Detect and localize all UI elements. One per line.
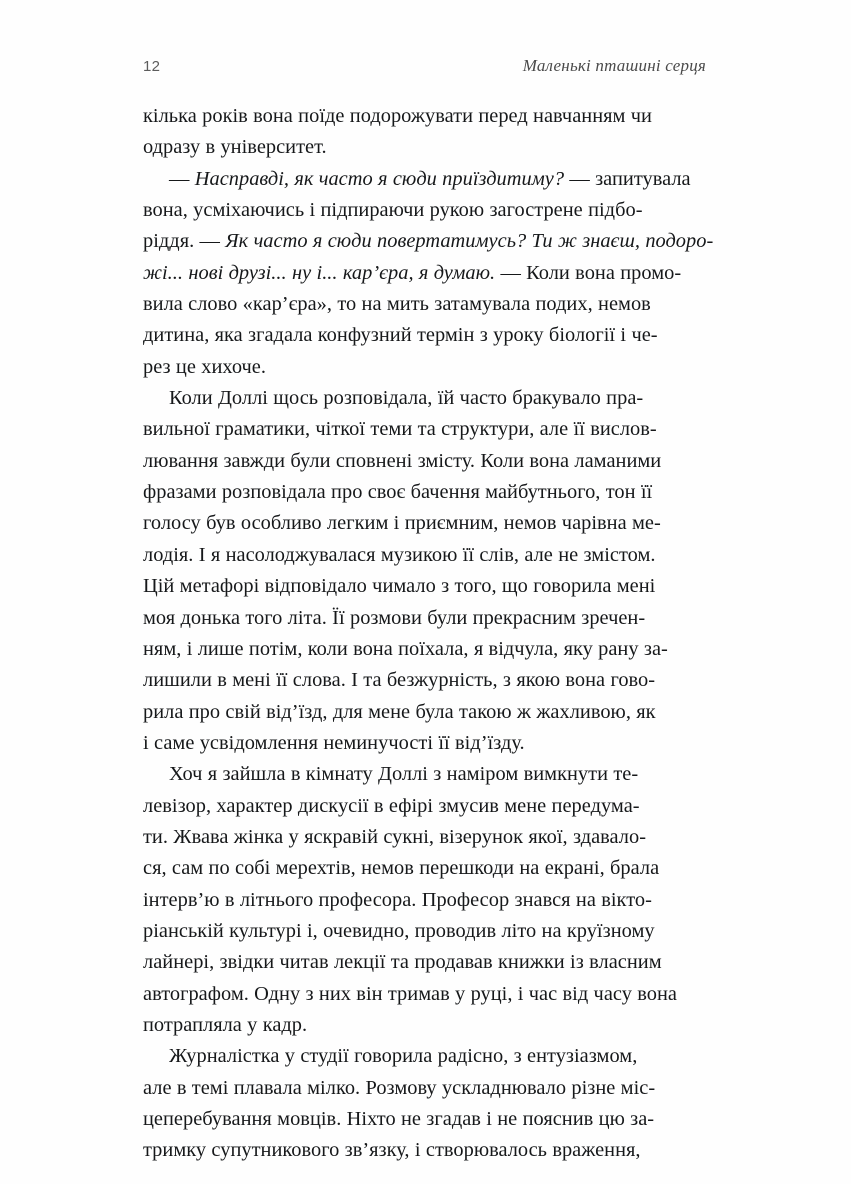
text-run: дитина, яка згадала конфузний термін з уроку біології і че- bbox=[143, 324, 658, 347]
text-line bbox=[143, 320, 707, 351]
text-run: тримку супутникового зв’язку, і створювалось враження, bbox=[143, 1139, 641, 1162]
text-line bbox=[143, 383, 707, 414]
text-run: вильної граматики, чіткої теми та структури, але її вислов- bbox=[143, 418, 657, 441]
text-line bbox=[143, 728, 707, 759]
text-line bbox=[143, 1041, 707, 1072]
text-line bbox=[143, 979, 707, 1010]
text-line bbox=[143, 916, 707, 947]
page-number: 12 bbox=[143, 58, 161, 75]
text-line bbox=[143, 508, 707, 539]
text-run: лишили в мені її слова. І та безжурність, з якою вона гово- bbox=[143, 669, 656, 692]
text-line bbox=[143, 132, 707, 163]
text-run: цеперебування мовців. Ніхто не згадав і не пояснив цю за- bbox=[143, 1108, 655, 1130]
text-line bbox=[143, 1104, 707, 1135]
text-run: потрапляла у кадр. bbox=[143, 1013, 308, 1036]
text-line bbox=[143, 446, 707, 477]
italic-run: Як часто я сюди повертатимусь? Ти ж знаєш, подоро- bbox=[225, 230, 714, 253]
paragraph bbox=[143, 759, 707, 1041]
text-run: — bbox=[169, 167, 195, 190]
text-line bbox=[143, 853, 707, 884]
text-line bbox=[143, 665, 707, 696]
text-line bbox=[143, 885, 707, 916]
text-run: інтерв’ю в літнього професора. Професор знався на вікто- bbox=[143, 888, 652, 911]
text-line bbox=[143, 352, 707, 383]
body-text bbox=[143, 101, 714, 1167]
text-line bbox=[143, 414, 707, 445]
text-line bbox=[143, 634, 707, 665]
text-run: і саме усвідомлення неминучості її від’їзду. bbox=[143, 731, 525, 754]
text-run: Хоч я зайшла в кімнату Доллі з наміром вимкнути те- bbox=[169, 763, 639, 786]
text-run: ням, і лише потім, коли вона поїхала, я відчула, яку рану за- bbox=[143, 637, 668, 660]
text-line bbox=[143, 603, 707, 634]
text-line bbox=[143, 226, 714, 257]
text-run: вона, усміхаючись і підпираючи рукою загострене підбо- bbox=[143, 199, 643, 222]
text-line bbox=[143, 697, 707, 728]
paragraph bbox=[143, 101, 707, 164]
text-line bbox=[143, 258, 707, 289]
text-run: вила слово «кар’єра», то на мить затамувала подих, немов bbox=[143, 293, 651, 316]
paragraph bbox=[143, 383, 707, 759]
text-line bbox=[143, 289, 707, 320]
text-run: ти. Жвава жінка у яскравій сукні, візерунок якої, здавало- bbox=[143, 825, 647, 848]
text-line bbox=[143, 101, 707, 132]
text-run: одразу в університет. bbox=[143, 136, 327, 159]
text-run: рила про свій від’їзд, для мене була такою ж жахливою, як bbox=[143, 700, 656, 723]
text-line bbox=[143, 947, 707, 978]
italic-run: Насправді, як часто я сюди приїздитиму? bbox=[194, 167, 565, 190]
text-run: Журналістка у студії говорила радісно, з ентузіазмом, bbox=[169, 1045, 638, 1068]
text-run: моя донька того літа. Її розмови були прекрасним зречен- bbox=[143, 606, 646, 629]
text-run: ріанській культурі і, очевидно, проводив літо на круїзному bbox=[143, 919, 655, 942]
text-run: рез це хихоче. bbox=[143, 355, 266, 378]
text-run: левізор, характер дискусії в ефірі змусив мене передума- bbox=[143, 794, 640, 817]
text-run: але в темі плавала мілко. Розмову ускладнювало різне міс- bbox=[143, 1076, 656, 1099]
text-run: автографом. Одну з них він тримав у руці, і час від часу вона bbox=[143, 982, 677, 1005]
running-title: Маленькі пташині серця bbox=[522, 56, 706, 75]
text-run: фразами розповідала про своє бачення майбутнього, тон її bbox=[143, 481, 653, 504]
text-line bbox=[143, 540, 707, 571]
text-line bbox=[143, 571, 707, 602]
text-run: лодія. І я насолоджувалася музикою її слів, але не змістом. bbox=[143, 543, 656, 566]
italic-run: жі... нові друзі... ну і... кар’єра, я думаю. bbox=[143, 261, 496, 284]
text-run: Цій метафорі відповідало чимало з того, що говорила мені bbox=[143, 575, 656, 598]
text-line bbox=[143, 1073, 707, 1104]
text-run: голосу був особливо легким і приємним, немов чарівна ме- bbox=[143, 512, 661, 535]
text-run: ріддя. — bbox=[143, 230, 226, 253]
text-line bbox=[143, 477, 707, 508]
text-run: лайнері, звідки читав лекції та продавав книжки із власним bbox=[143, 951, 662, 974]
paragraph bbox=[143, 164, 714, 383]
text-line bbox=[143, 195, 707, 226]
text-line bbox=[143, 791, 707, 822]
text-line bbox=[143, 1135, 707, 1166]
text-run: ся, сам по собі мерехтів, немов перешкоди на екрані, брала bbox=[143, 857, 660, 880]
running-head bbox=[143, 56, 706, 80]
text-line bbox=[143, 759, 707, 790]
text-run: — запитувала bbox=[564, 167, 691, 190]
text-line bbox=[143, 164, 707, 195]
text-line bbox=[143, 1010, 707, 1041]
text-run: кілька років вона поїде подорожувати перед навчанням чи bbox=[143, 105, 652, 127]
paragraph bbox=[143, 1041, 707, 1166]
text-line bbox=[143, 822, 707, 853]
text-run: — Коли вона промо- bbox=[495, 261, 682, 284]
text-run: лювання завжди були сповнені змісту. Коли вона ламаними bbox=[143, 449, 662, 472]
text-run: Коли Доллі щось розповідала, їй часто бракувало пра- bbox=[169, 387, 644, 410]
